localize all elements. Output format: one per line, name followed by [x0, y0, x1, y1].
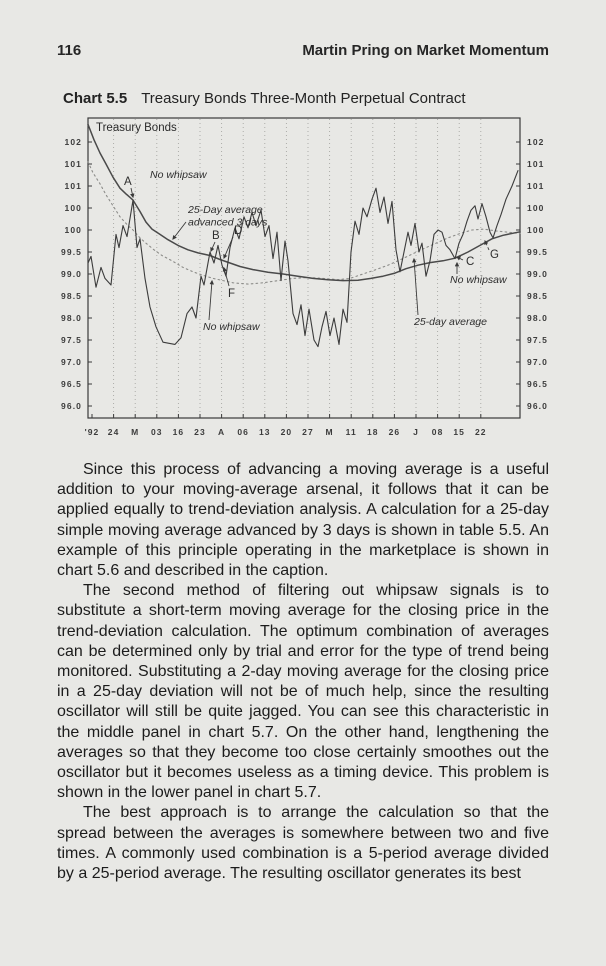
x-tick-label: 27: [302, 427, 314, 437]
y-tick-label-right: 99.0: [527, 269, 548, 279]
y-tick-label-left: 99.5: [61, 247, 82, 257]
y-tick-label-left: 100: [64, 203, 82, 213]
chart-panel-label: Treasury Bonds: [96, 122, 177, 134]
y-tick-label-right: 100: [527, 225, 545, 235]
x-tick-label: 06: [237, 427, 250, 437]
annotation-label: D: [234, 225, 243, 237]
x-tick-label: 16: [172, 427, 185, 437]
annotation-label: G: [490, 249, 499, 261]
y-tick-label-left: 96.5: [61, 379, 82, 389]
annotation-label: No whipsaw: [450, 274, 507, 286]
x-tick-label: A: [217, 427, 226, 437]
x-tick-label: '92: [84, 427, 100, 437]
annotation-pointer: [209, 281, 212, 320]
page-header: [57, 42, 549, 59]
x-tick-label: 26: [388, 427, 401, 437]
y-tick-label-left: 101: [64, 159, 82, 169]
annotation-label: 25-Day average: [188, 204, 263, 216]
y-tick-label-left: 97.5: [61, 335, 82, 345]
y-tick-label-right: 98.5: [527, 291, 548, 301]
plot-frame: [88, 118, 520, 418]
y-tick-label-left: 97.0: [61, 357, 82, 367]
y-tick-label-right: 102: [527, 137, 545, 147]
x-tick-label: 23: [194, 427, 206, 437]
y-tick-label-right: 97.5: [527, 335, 548, 345]
annotation-pointer: [173, 222, 186, 239]
page-number: 116: [57, 42, 82, 59]
annotation-pointer: [457, 257, 463, 260]
y-tick-label-left: 99.0: [61, 269, 82, 279]
y-tick-label-left: 102: [64, 137, 82, 147]
y-tick-label-left: 98.0: [61, 313, 82, 323]
paragraph: The second method of filtering out whipsaw signals is to substitute a short-term moving average for the closing price in the trend-deviation calculation. The optimum combination of averages can be determined only by trial and error for the type of trend being monitored. Substituting a 2-day moving average for the closing price in a 25-day deviation will not be of much help, since the resulting oscillator will still be quite jagged. You can see this characteristic in the middle panel in chart 5.7. On the other hand, lengthening the averages so that they become too close certainly smoothes out the oscillator but it becomes useless as a timing device. This problem is shown in the lower panel in chart 5.7.: [57, 582, 549, 802]
y-tick-label-left: 101: [64, 181, 82, 191]
annotation-label: A: [124, 176, 132, 188]
body-text: [57, 460, 549, 884]
x-tick-label: 18: [366, 427, 379, 437]
y-tick-label-right: 96.0: [527, 401, 548, 411]
treasury-bonds-chart: [54, 114, 554, 446]
x-tick-label: 11: [345, 427, 357, 437]
y-tick-label-left: 98.5: [61, 291, 82, 301]
y-tick-label-left: 100: [64, 225, 82, 235]
annotation-pointer: [211, 242, 215, 251]
y-tick-label-right: 99.5: [527, 247, 548, 257]
y-tick-label-right: 96.5: [527, 379, 548, 389]
x-tick-label: M: [325, 427, 334, 437]
x-tick-label: 22: [474, 427, 487, 437]
annotation-label: F: [228, 288, 236, 300]
y-tick-label-right: 98.0: [527, 313, 548, 323]
x-tick-label: J: [413, 427, 419, 437]
y-tick-label-right: 101: [527, 159, 545, 169]
annotation-label: 25-day average: [414, 316, 487, 328]
y-tick-label-right: 97.0: [527, 357, 548, 367]
paragraph: The best approach is to arrange the calculation so that the spread between the averages is somewhere between two and five times. A commonly used combination is a 5-period average divided by a 25-period average. The resulting oscillator generates its best: [57, 804, 549, 883]
annotation-label: No whipsaw: [203, 321, 260, 333]
annotation-label: B: [212, 230, 220, 242]
x-tick-label: 13: [258, 427, 271, 437]
y-tick-label-right: 101: [527, 181, 545, 191]
x-tick-label: 03: [150, 427, 163, 437]
annotation-label: C: [466, 256, 475, 268]
y-tick-label-right: 100: [527, 203, 545, 213]
figure-caption: [63, 90, 566, 107]
figure-label: Chart 5.5: [63, 90, 128, 107]
x-tick-label: 15: [453, 427, 466, 437]
x-tick-label: 24: [107, 427, 120, 437]
paragraph: Since this process of advancing a moving average is a useful addition to your moving-average arsenal, it follows that it can be applied equally to trend-deviation analysis. A calculation for a 25-day simple moving average advanced by 3 days is shown in table 5.5. An example of this principle operating in the marketplace is shown in chart 5.6 and described in the caption.: [57, 461, 549, 580]
x-tick-label: M: [131, 427, 140, 437]
chart-container: [54, 114, 554, 451]
annotation-label: No whipsaw: [150, 169, 207, 181]
figure-title: Treasury Bonds Three-Month Perpetual Contract: [141, 90, 466, 107]
x-tick-label: 08: [431, 427, 444, 437]
y-tick-label-left: 96.0: [61, 401, 82, 411]
running-head: Martin Pring on Market Momentum: [302, 42, 549, 59]
annotation-pointer: [131, 188, 133, 197]
x-tick-label: 20: [280, 427, 293, 437]
annotation-label: advanced 3 days: [188, 216, 268, 229]
